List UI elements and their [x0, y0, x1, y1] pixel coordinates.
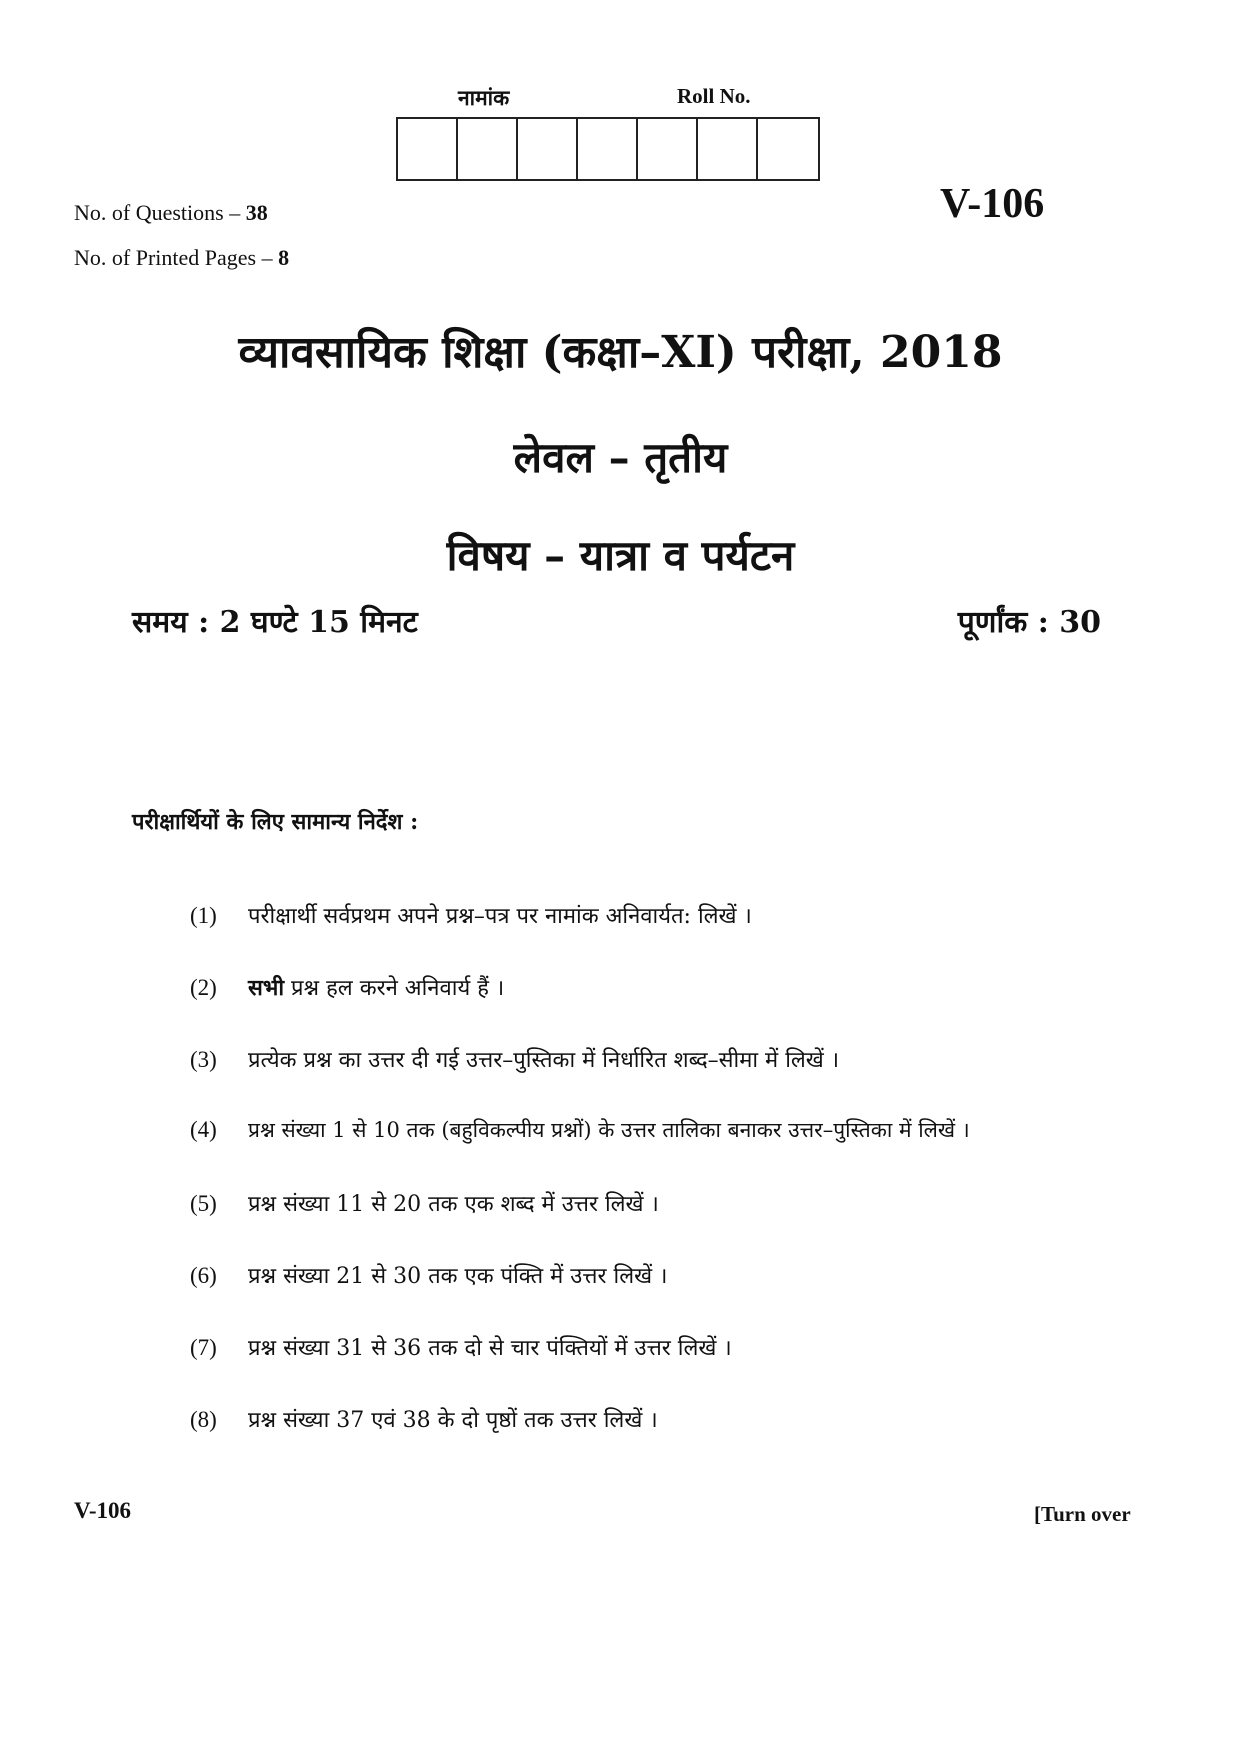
- maximum-marks: पूर्णांक : 30: [957, 605, 1101, 640]
- instruction-text: प्रश्न संख्या 31 से 36 तक दो से चार पंक्तियों में उत्तर लिखें ।: [248, 1336, 732, 1361]
- subject-title: विषय – यात्रा व पर्यटन: [446, 531, 795, 580]
- number-of-questions: [74, 200, 268, 226]
- exam-title: व्यावसायिक शिक्षा (कक्षा–XI) परीक्षा, 2018: [238, 327, 1003, 378]
- instructions-heading: परीक्षार्थियों के लिए सामान्य निर्देश :: [132, 809, 419, 835]
- pages-label: No. of Printed Pages –: [74, 245, 273, 270]
- roll-number-box: [758, 119, 818, 179]
- instruction-item: [190, 1404, 1170, 1434]
- turn-over-note: [Turn over: [1034, 1502, 1131, 1526]
- roll-number-box: [458, 119, 518, 179]
- instruction-number: (6): [190, 1263, 217, 1288]
- instruction-text: परीक्षार्थी सर्वप्रथम अपने प्रश्न–पत्र पर नामांक अनिवार्यत: लिखें ।: [248, 904, 752, 929]
- roll-number-boxes: [396, 117, 820, 181]
- questions-value: 38: [245, 200, 268, 225]
- roll-number-box: [698, 119, 758, 179]
- instruction-item: [190, 972, 1170, 1002]
- footer-paper-code: V-106: [74, 1498, 132, 1523]
- level-title: लेवल – तृतीय: [513, 433, 728, 482]
- roll-number-box: [398, 119, 458, 179]
- instruction-emphasis: सभी: [248, 975, 285, 1001]
- instruction-number: (2): [190, 975, 217, 1000]
- instruction-text: प्रश्न संख्या 11 से 20 तक एक शब्द में उत्तर लिखें ।: [248, 1192, 659, 1217]
- instruction-text: [248, 972, 504, 1002]
- instruction-text: प्रश्न संख्या 37 एवं 38 के दो पृष्ठों तक उत्तर लिखें ।: [248, 1408, 658, 1433]
- number-of-pages: [74, 245, 289, 271]
- instruction-number: (4): [190, 1117, 217, 1142]
- roll-number-box: [578, 119, 638, 179]
- instruction-item: [190, 1332, 1170, 1362]
- instruction-text: प्रश्न संख्या 1 से 10 तक (बहुविकल्पीय प्रश्नों) के उत्तर तालिका बनाकर उत्तर–पुस्तिका में लिखें ।: [248, 1118, 970, 1142]
- instruction-number: (7): [190, 1335, 217, 1360]
- instruction-text-rest: प्रश्न हल करने अनिवार्य हैं ।: [284, 976, 505, 1001]
- instruction-item: [190, 1116, 1170, 1144]
- instruction-item: [190, 1188, 1170, 1218]
- instruction-number: (3): [190, 1047, 217, 1072]
- paper-code: V-106: [940, 181, 1045, 227]
- instruction-number: (5): [190, 1191, 217, 1216]
- pages-value: 8: [278, 245, 290, 270]
- exam-duration: समय : 2 घण्टे 15 मिनट: [132, 605, 418, 640]
- instruction-item: [190, 1044, 1170, 1074]
- instruction-item: [190, 900, 1170, 930]
- roll-number-label-english: Roll No.: [677, 84, 751, 108]
- instruction-number: (8): [190, 1407, 217, 1432]
- questions-label: No. of Questions –: [74, 200, 241, 225]
- roll-number-box: [638, 119, 698, 179]
- instruction-number: (1): [190, 903, 217, 928]
- instruction-item: [190, 1260, 1170, 1290]
- roll-number-label-hindi: नामांक: [458, 85, 510, 110]
- roll-number-box: [518, 119, 578, 179]
- instruction-text: प्रत्येक प्रश्न का उत्तर दी गई उत्तर–पुस्तिका में निर्धारित शब्द–सीमा में लिखें ।: [248, 1048, 840, 1073]
- instruction-text: प्रश्न संख्या 21 से 30 तक एक पंक्ति में उत्तर लिखें ।: [248, 1264, 668, 1289]
